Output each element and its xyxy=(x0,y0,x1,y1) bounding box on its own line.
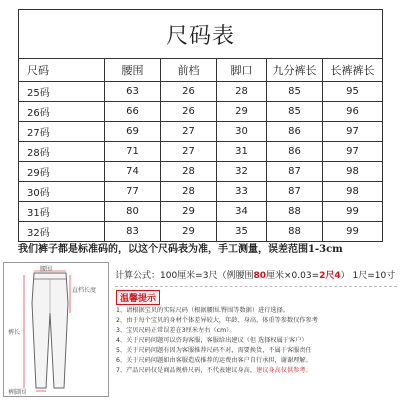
table-row xyxy=(19,202,383,222)
value-cell: 27 xyxy=(161,142,217,162)
rise-label: 直档长度 xyxy=(72,287,97,294)
size-table xyxy=(18,9,383,242)
value-cell: 29 xyxy=(161,222,217,242)
size-cell: 29码 xyxy=(19,162,105,182)
value-cell: 30 xyxy=(217,122,267,142)
table-row xyxy=(19,122,383,142)
header-hem: 脚口 xyxy=(217,59,267,82)
table-row xyxy=(19,82,383,102)
value-cell: 98 xyxy=(323,162,383,182)
tips-list xyxy=(116,306,396,376)
table-row xyxy=(19,222,383,242)
value-cell: 31 xyxy=(217,142,267,162)
tip-item: 4、关于尺码问题可以咨询客服，客服给出建议（但 选择权属于客户） xyxy=(116,337,308,344)
size-cell: 28码 xyxy=(19,142,105,162)
formula-post: ） 1尺=10寸 xyxy=(340,271,396,281)
tip-highlight: 建议身高仅供参考。 xyxy=(256,367,312,374)
length-label: 裤长 xyxy=(8,329,21,336)
header-size: 尺码 xyxy=(19,59,105,82)
table-row xyxy=(19,182,383,202)
tips-title: 温馨提示 xyxy=(116,290,160,305)
tip-item: 3、宝贝尺码正常误差在3厘米左右（cm）。 xyxy=(116,327,236,334)
header-front-rise: 前档 xyxy=(161,59,217,82)
value-cell: 29 xyxy=(161,202,217,222)
hem-label: 裤脚围 xyxy=(8,389,27,396)
header-waist: 腰围 xyxy=(105,59,161,82)
formula-red-value: 80 xyxy=(253,271,266,281)
table-row xyxy=(19,142,383,162)
value-cell: 32 xyxy=(217,162,267,182)
divider xyxy=(115,286,397,287)
formula-mid: 厘米×0.03= xyxy=(265,271,320,281)
size-chart xyxy=(18,9,382,239)
table-header-row xyxy=(19,59,383,82)
value-cell: 83 xyxy=(105,222,161,242)
formula-pre: 计算公式：100厘米=3尺（例腰围 xyxy=(115,271,254,281)
tip-item xyxy=(116,366,396,376)
tip-item: 2、由于每个宝贝的身材个体差异较大，年龄、身高、体重等参数仅作参考 xyxy=(116,317,318,324)
value-cell: 99 xyxy=(323,202,383,222)
value-cell: 95 xyxy=(323,82,383,102)
value-cell: 86 xyxy=(267,122,323,142)
pants-diagram xyxy=(3,262,109,397)
value-cell: 66 xyxy=(105,102,161,122)
header-full-length: 长裤裤长 xyxy=(323,59,383,82)
value-cell: 28 xyxy=(161,182,217,202)
table-row xyxy=(19,162,383,182)
value-cell: 85 xyxy=(267,82,323,102)
value-cell: 27 xyxy=(161,122,217,142)
value-cell: 99 xyxy=(323,222,383,242)
value-cell: 97 xyxy=(323,122,383,142)
value-cell: 88 xyxy=(267,222,323,242)
formula-line xyxy=(115,268,397,281)
value-cell: 71 xyxy=(105,142,161,162)
value-cell: 28 xyxy=(217,82,267,102)
value-cell: 87 xyxy=(267,182,323,202)
value-cell: 63 xyxy=(105,82,161,102)
value-cell: 86 xyxy=(267,142,323,162)
tip-item: 6、关于尺码问题如由客服造成推荐的运费由客户自行承担，谢谢理解。 xyxy=(116,357,312,364)
tip-text: 7、产品尺码仅是商品规格尺码，不代表建议身高， xyxy=(116,367,257,374)
value-cell: 74 xyxy=(105,162,161,182)
formula-red-result: 2尺4 xyxy=(319,271,341,281)
value-cell: 96 xyxy=(323,102,383,122)
value-cell: 69 xyxy=(105,122,161,142)
size-cell: 30码 xyxy=(19,182,105,202)
value-cell: 34 xyxy=(217,202,267,222)
table-title: 尺码表 xyxy=(19,10,383,59)
size-cell: 31码 xyxy=(19,202,105,222)
value-cell: 77 xyxy=(105,182,161,202)
value-cell: 26 xyxy=(161,82,217,102)
value-cell: 35 xyxy=(217,222,267,242)
value-cell: 98 xyxy=(323,182,383,202)
waist-label: 腰围 xyxy=(40,266,53,273)
value-cell: 26 xyxy=(161,102,217,122)
value-cell: 97 xyxy=(323,142,383,162)
tip-item: 5、关于尺码问题有因为客服推荐尺码不对，需要换货，不属于客服责任 xyxy=(116,347,312,354)
value-cell: 33 xyxy=(217,182,267,202)
value-cell: 88 xyxy=(267,202,323,222)
table-row xyxy=(19,102,383,122)
value-cell: 87 xyxy=(267,162,323,182)
value-cell: 85 xyxy=(267,102,323,122)
header-cropped-length: 九分裤长 xyxy=(267,59,323,82)
size-cell: 26码 xyxy=(19,102,105,122)
size-cell: 32码 xyxy=(19,222,105,242)
size-cell: 27码 xyxy=(19,122,105,142)
value-cell: 28 xyxy=(161,162,217,182)
size-cell: 25码 xyxy=(19,82,105,102)
info-panel xyxy=(3,262,397,397)
value-cell: 80 xyxy=(105,202,161,222)
value-cell: 29 xyxy=(217,102,267,122)
measurement-note: 我们裤子都是标准码的，以这个尺码表为准，手工测量，误差范围1-3cm xyxy=(18,244,343,255)
tip-item: 1、请根据宝贝的实际尺码（根据腰围.臀围等数据）进行选择。 xyxy=(116,307,289,314)
